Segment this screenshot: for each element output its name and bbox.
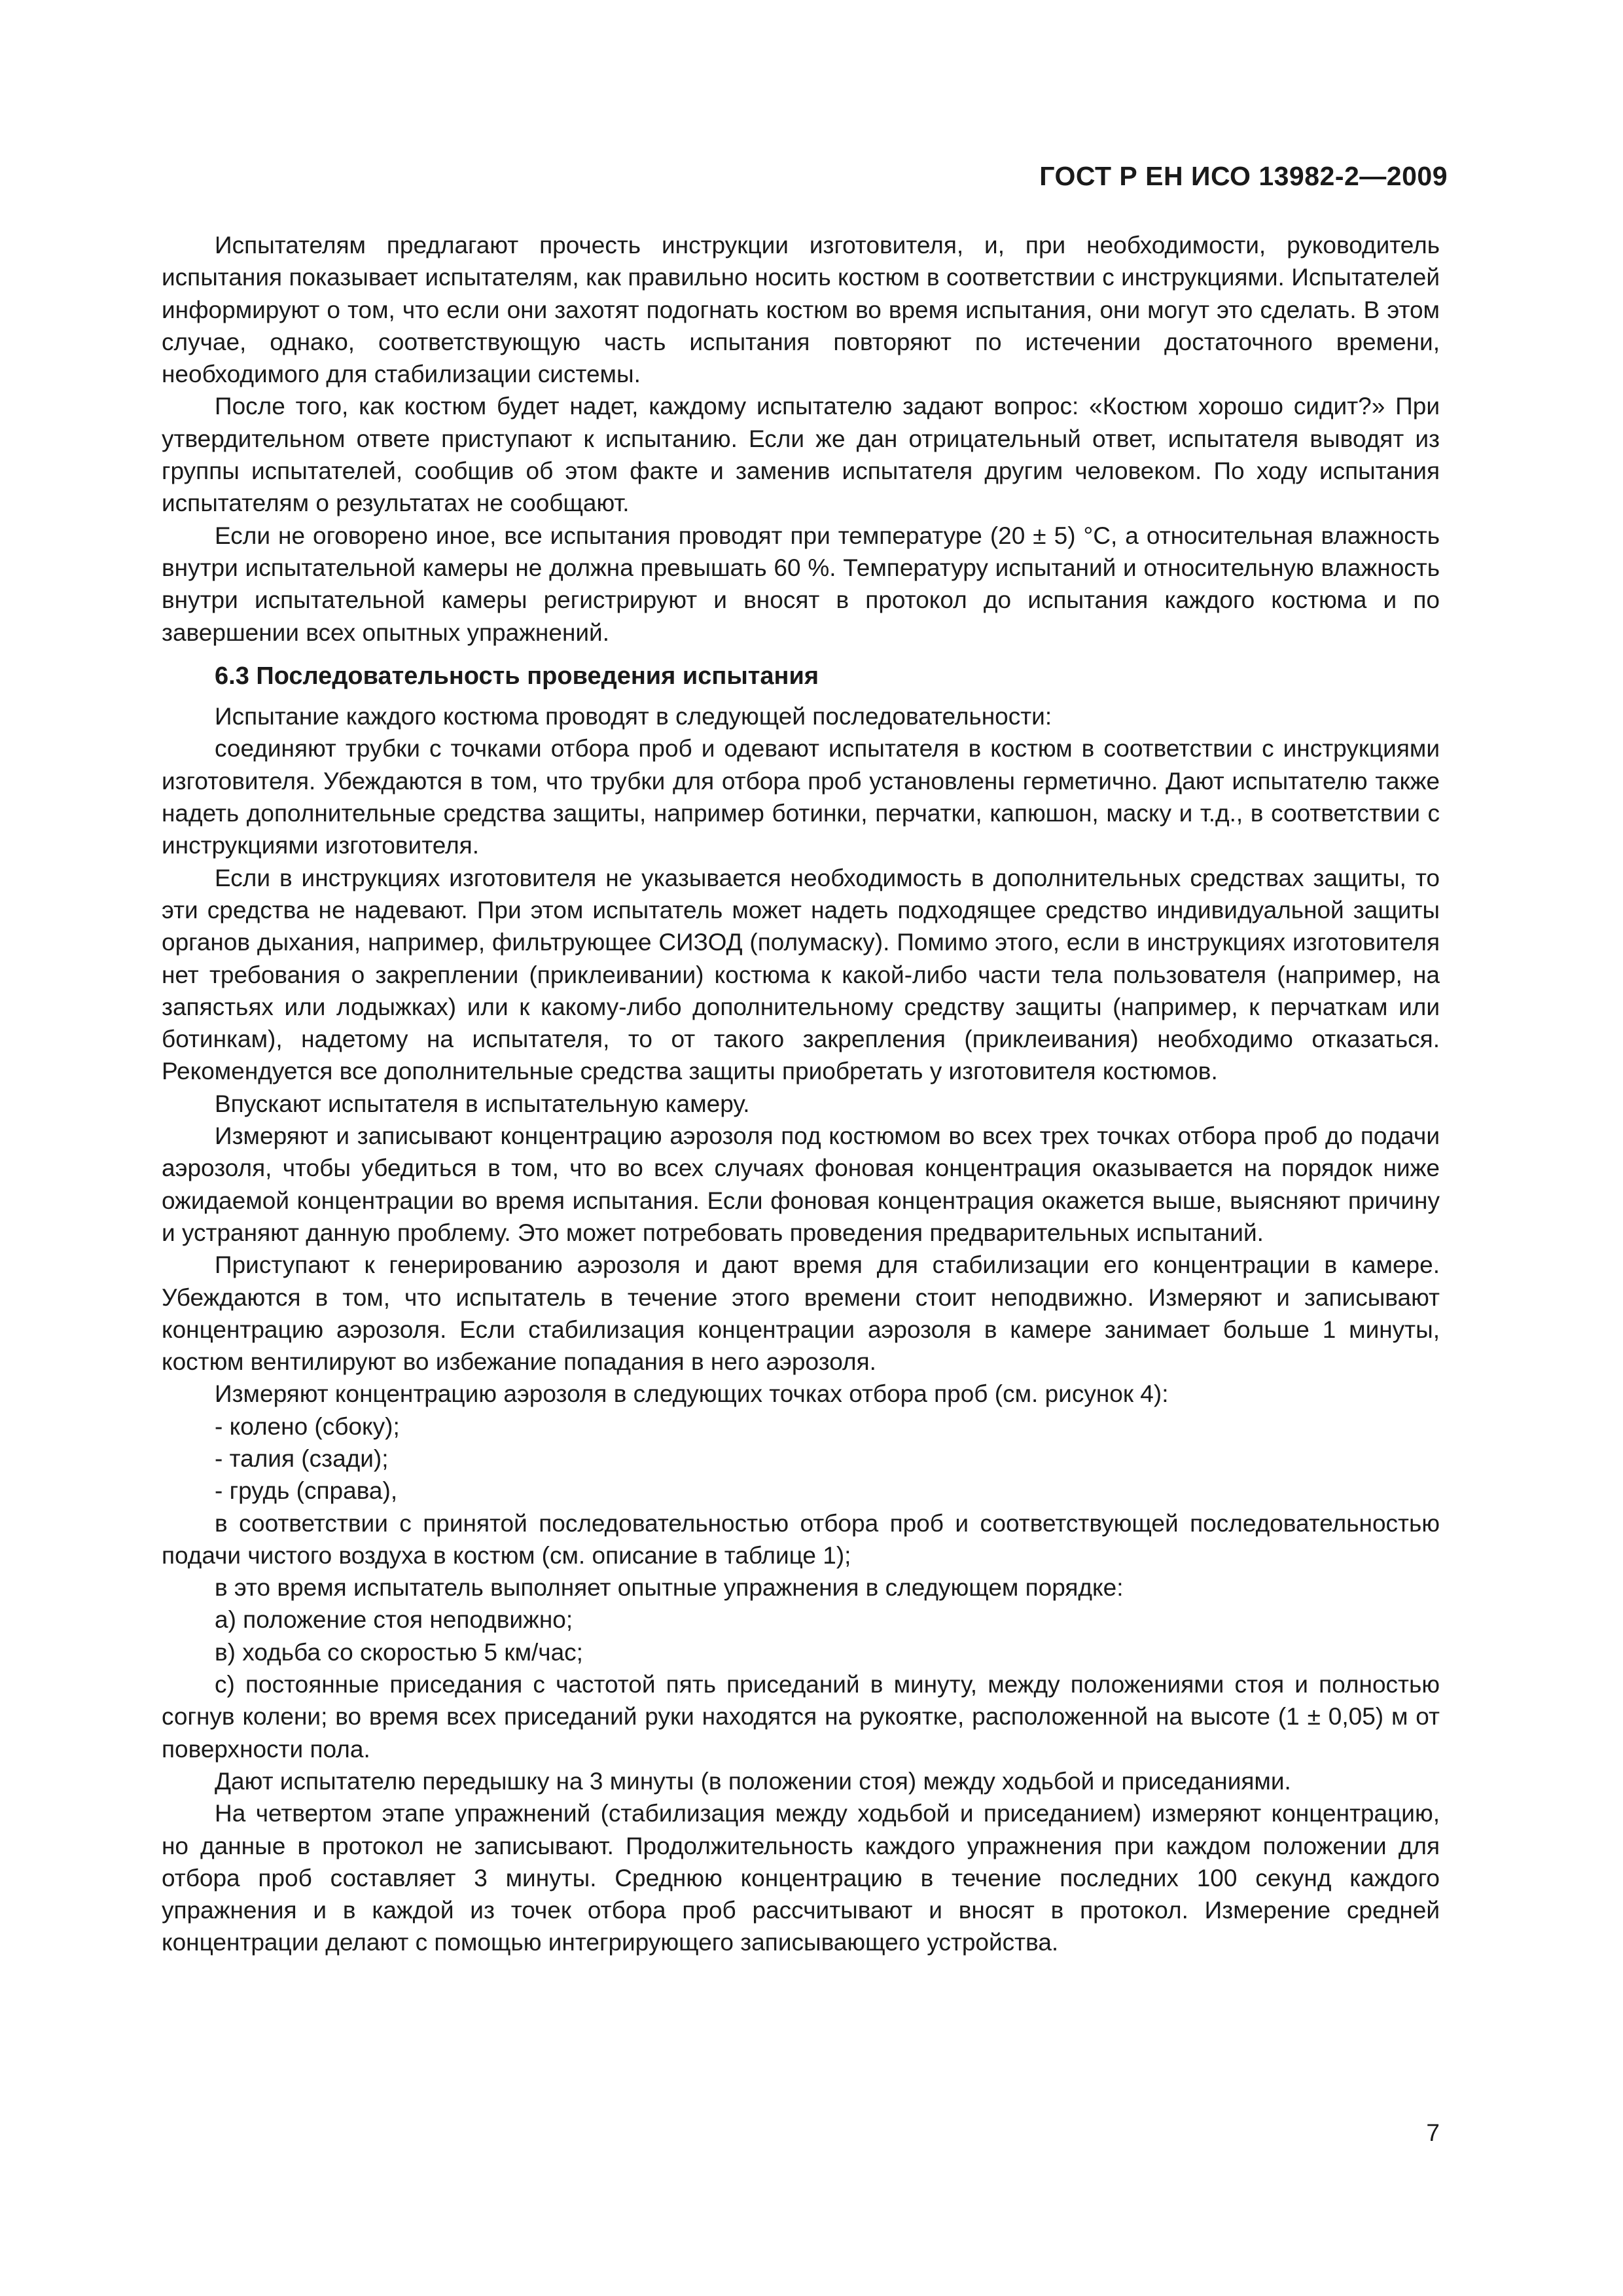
paragraph-connect-tubes: соединяют трубки с точками отбора проб и одевают испытателя в костюм в соответствии с инструкциями изготовителя. Убеждаются в том, что трубки для отбора проб установлены герметично. Дают испытателю также надеть дополнительные средства защиты, например ботинки, перчатки, капюшон, маску и т.д., в соответствии с инструкциями изготовителя. bbox=[162, 735, 1440, 859]
list-item-chest: - грудь (справа), bbox=[215, 1477, 398, 1505]
list-item-exercise-c: с) постоянные приседания с частотой пять приседаний в минуту, между положениями стоя и полностью согнув колени; во время всех приседаний руки находятся на рукоятке, расположенной на высоте (1 ± 0,05) м от поверхности пола. bbox=[162, 1671, 1440, 1763]
list-item-exercise-b: в) ходьба со скоростью 5 км/час; bbox=[215, 1638, 583, 1666]
paragraph-rest-break: Дают испытателю передышку на 3 минуты (в положении стоя) между ходьбой и приседаниями. bbox=[215, 1767, 1291, 1795]
list-item-waist: - талия (сзади); bbox=[215, 1444, 389, 1472]
paragraph-fourth-stage: На четвертом этапе упражнений (стабилизация между ходьбой и приседанием) измеряют концентрацию, но данные в протокол не записывают. Продолжительность каждого упражнения при каждом положении для отбора проб составляет 3 минуты. Среднюю концентрацию в течение последних 100 секунд каждого упражнения и в каждой из точек отбора проб рассчитывают и вносят в протокол. Измерение средней концентрации делают с помощью интегрирующего записывающего устройства. bbox=[162, 1800, 1440, 1956]
paragraph-sampling-points: Измеряют концентрацию аэрозоля в следующих точках отбора проб (см. рисунок 4): bbox=[215, 1380, 1169, 1408]
section-heading-6-3: 6.3 Последовательность проведения испытания bbox=[215, 662, 819, 690]
paragraph-conditions: Если не оговорено иное, все испытания проводят при температуре (20 ± 5) °С, а относительная влажность внутри испытательной камеры не должна превышать 60 %. Температуру испытаний и относительную влажность внутри испытательной камеры регистрируют и вносят в протокол до испытания каждого костюма и по завершении всех опытных упражнений. bbox=[162, 522, 1440, 646]
paragraph-sequence-intro: Испытание каждого костюма проводят в следующей последовательности: bbox=[215, 703, 1052, 730]
paragraph-background-measure: Измеряют и записывают концентрацию аэрозоля под костюмом во всех трех точках отбора проб до подачи аэрозоля, чтобы убедиться в том, что во всех случаях фоновая концентрация оказывается на порядок ниже ожидаемой концентрации во время испытания. Если фоновая концентрация окажется выше, выясняют причину и устраняют данную проблему. Это может потребовать проведения предварительных испытаний. bbox=[162, 1122, 1440, 1246]
paragraph-additional-protection: Если в инструкциях изготовителя не указывается необходимость в дополнительных средствах защиты, то эти средства не надевают. При этом испытатель может надеть подходящее средство индивидуальной защиты органов дыхания, например, фильтрующее СИЗОД (полумаску). Помимо этого, если в инструкциях изготовителя нет требования о закреплении (приклеивании) костюма к какой-либо части тела пользователя (например, на запястьях или лодыжках) или к какому-либо дополнительному средству защиты (например, к перчаткам или ботинкам), надетому на испытателя, то от такого закрепления (приклеивания) необходимо отказаться. Рекомендуется все дополнительные средства защиты приобретать у изготовителя костюмов. bbox=[162, 864, 1440, 1085]
paragraph-exercise-order: в это время испытатель выполняет опытные упражнения в следующем порядке: bbox=[215, 1574, 1124, 1602]
document-body bbox=[162, 229, 1440, 1959]
paragraph-aerosol-generation: Приступают к генерированию аэрозоля и дают время для стабилизации его концентрации в камере. Убеждаются в том, что испытатель в течение этого времени стоит неподвижно. Измеряют и записывают концентрацию аэрозоля. Если стабилизация концентрации аэрозоля в камере занимает больше 1 минуты, костюм вентилируют во избежание попадания в него аэрозоля. bbox=[162, 1251, 1440, 1376]
paragraph-sampling-order: в соответствии с принятой последовательностью отбора проб и соответствующей последовательностью подачи чистого воздуха в костюм (см. описание в таблице 1); bbox=[162, 1509, 1440, 1569]
paragraph-enter-chamber: Впускают испытателя в испытательную камеру. bbox=[215, 1090, 750, 1117]
standard-code-header: ГОСТ Р ЕН ИСО 13982-2—2009 bbox=[1039, 161, 1448, 191]
list-item-knee: - колено (сбоку); bbox=[215, 1412, 400, 1440]
paragraph-instructions: Испытателям предлагают прочесть инструкции изготовителя, и, при необходимости, руководитель испытания показывает испытателям, как правильно носить костюм в соответствии с инструкциями. Испытателей информируют о том, что если они захотят подогнать костюм во время испытания, они могут это сделать. В этом случае, однако, соответствующую часть испытания повторяют по истечении достаточного времени, необходимого для стабилизации системы. bbox=[162, 232, 1440, 388]
paragraph-fit-question: После того, как костюм будет надет, каждому испытателю задают вопрос: «Костюм хорошо сидит?» При утвердительном ответе приступают к испытанию. Если же дан отрицательный ответ, испытателя выводят из группы испытателей, сообщив об этом факте и заменив испытателя другим человеком. По ходу испытания испытателям о результатах не сообщают. bbox=[162, 393, 1440, 517]
page-number: 7 bbox=[1426, 2119, 1440, 2146]
list-item-exercise-a: а) положение стоя неподвижно; bbox=[215, 1606, 573, 1634]
